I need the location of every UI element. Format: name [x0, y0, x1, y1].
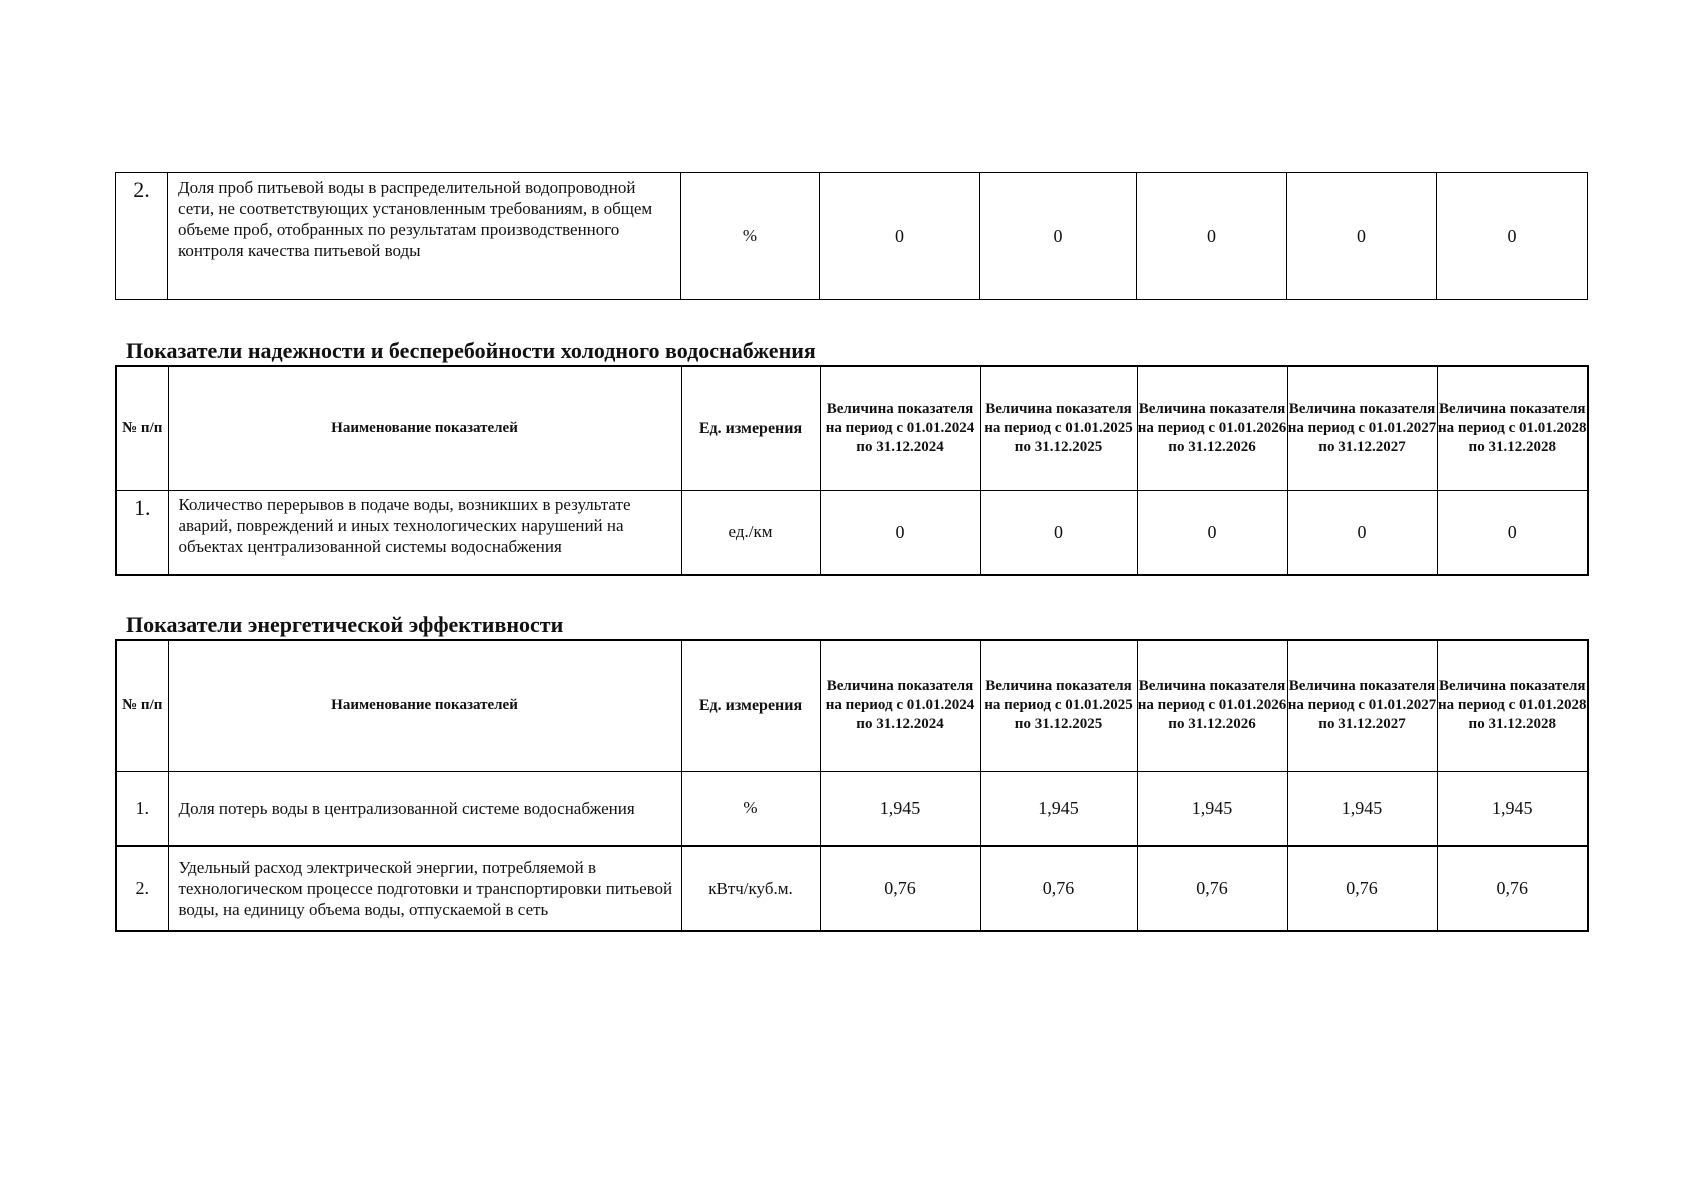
value-2027: 0,76 [1287, 846, 1437, 931]
value-2028: 0 [1437, 173, 1588, 300]
energy-table [115, 639, 1589, 932]
indicator-name: Удельный расход электрической энергии, потребляемой в технологическом процессе подготовки и транспортировки питьевой воды, на единицу объема воды, отпускаемой в сеть [168, 846, 681, 931]
value-2026: 0 [1137, 490, 1287, 575]
header-period-2028: Величина показателя на период с 01.01.2028 по 31.12.2028 [1437, 640, 1588, 771]
value-2024: 1,945 [820, 771, 980, 846]
value-2024: 0 [820, 173, 980, 300]
value-2028: 0 [1437, 490, 1588, 575]
value-2027: 0 [1287, 173, 1437, 300]
row-number: 1. [116, 771, 168, 846]
header-number: № п/п [116, 366, 168, 490]
header-name: Наименование показателей [168, 640, 681, 771]
table-header-row [116, 640, 1588, 771]
header-number: № п/п [116, 640, 168, 771]
value-2026: 0 [1137, 173, 1287, 300]
header-unit: Ед. измерения [681, 366, 820, 490]
value-2025: 0 [980, 490, 1137, 575]
table-row [116, 490, 1588, 575]
header-period-2025: Величина показателя на период с 01.01.2025 по 31.12.2025 [980, 640, 1137, 771]
header-name: Наименование показателей [168, 366, 681, 490]
value-2026: 1,945 [1137, 771, 1287, 846]
value-2026: 0,76 [1137, 846, 1287, 931]
value-2025: 0 [980, 173, 1137, 300]
unit-cell: % [681, 771, 820, 846]
value-2025: 1,945 [980, 771, 1137, 846]
table-row [116, 173, 1588, 300]
table-row [116, 771, 1588, 846]
header-period-2026: Величина показателя на период с 01.01.2026 по 31.12.2026 [1137, 640, 1287, 771]
value-2027: 0 [1287, 490, 1437, 575]
row-number: 1. [116, 490, 168, 575]
row-number: 2. [116, 173, 168, 300]
section-title-energy: Показатели энергетической эффективности [126, 612, 564, 637]
value-2028: 1,945 [1437, 771, 1588, 846]
value-2028: 0,76 [1437, 846, 1588, 931]
value-2024: 0,76 [820, 846, 980, 931]
header-period-2027: Величина показателя на период с 01.01.2027 по 31.12.2027 [1287, 640, 1437, 771]
value-2025: 0,76 [980, 846, 1137, 931]
table-header-row [116, 366, 1588, 490]
indicator-name: Количество перерывов в подаче воды, возникших в результате аварий, повреждений и иных технологических нарушений на объектах централизованной системы водоснабжения [168, 490, 681, 575]
header-unit: Ед. измерения [681, 640, 820, 771]
unit-cell: кВтч/куб.м. [681, 846, 820, 931]
header-period-2024: Величина показателя на период с 01.01.2024 по 31.12.2024 [820, 366, 980, 490]
indicator-name: Доля проб питьевой воды в распределительной водопроводной сети, не соответствующих установленным требованиям, в общем объеме проб, отобранных по результатам производственного контроля качества питьевой воды [168, 173, 681, 300]
header-period-2025: Величина показателя на период с 01.01.2025 по 31.12.2025 [980, 366, 1137, 490]
indicator-name: Доля потерь воды в централизованной системе водоснабжения [168, 771, 681, 846]
quality-table [115, 172, 1588, 300]
unit-cell: % [681, 173, 820, 300]
unit-cell: ед./км [681, 490, 820, 575]
value-2024: 0 [820, 490, 980, 575]
header-period-2027: Величина показателя на период с 01.01.2027 по 31.12.2027 [1287, 366, 1437, 490]
reliability-table [115, 365, 1589, 576]
value-2027: 1,945 [1287, 771, 1437, 846]
header-period-2024: Величина показателя на период с 01.01.2024 по 31.12.2024 [820, 640, 980, 771]
header-period-2026: Величина показателя на период с 01.01.2026 по 31.12.2026 [1137, 366, 1287, 490]
section-title-reliability: Показатели надежности и бесперебойности холодного водоснабжения [126, 338, 816, 363]
header-period-2028: Величина показателя на период с 01.01.2028 по 31.12.2028 [1437, 366, 1588, 490]
table-row [116, 846, 1588, 931]
row-number: 2. [116, 846, 168, 931]
